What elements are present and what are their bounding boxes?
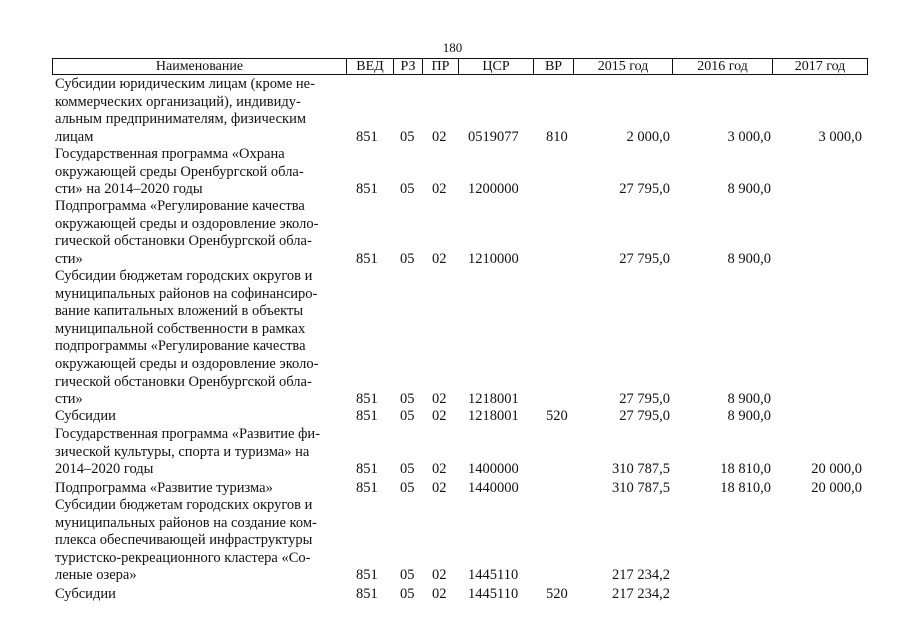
row-name-line: гической обстановки Оренбургской обла-	[55, 233, 312, 250]
cell-vr: 520	[546, 586, 568, 602]
cell-pr: 02	[432, 408, 447, 424]
row-name-line: сти»	[55, 250, 83, 267]
header-2016: 2016 год	[673, 59, 773, 75]
cell-ved: 851	[356, 586, 378, 602]
cell-pr: 02	[432, 391, 447, 408]
row-name-line: сти»	[55, 391, 83, 408]
row-name	[55, 497, 345, 585]
table-row	[0, 408, 905, 426]
cell-2015: 27 795,0	[619, 391, 670, 408]
cell-2015: 310 787,5	[612, 461, 670, 478]
cell-2016: 18 810,0	[720, 480, 771, 496]
row-name-line: муниципальной собственности в рамках	[55, 320, 306, 337]
cell-2016: 18 810,0	[720, 461, 771, 478]
cell-2015: 27 795,0	[619, 181, 670, 198]
header-csr: ЦСР	[459, 59, 534, 75]
row-name-line: Субсидии	[55, 408, 116, 424]
cell-2017: 20 000,0	[811, 480, 862, 496]
cell-pr: 02	[432, 567, 447, 584]
row-name	[55, 146, 345, 199]
row-name-line: 2014–2020 годы	[55, 461, 154, 478]
cell-csr: 1440000	[468, 480, 519, 496]
table-row	[0, 76, 905, 146]
table-row	[0, 146, 905, 199]
cell-ved: 851	[356, 250, 378, 267]
cell-vr: 810	[546, 128, 568, 145]
row-name-line: Государственная программа «Охрана	[55, 146, 285, 162]
cell-2015: 310 787,5	[612, 480, 670, 496]
table-row	[0, 268, 905, 409]
cell-rz: 05	[400, 586, 415, 602]
cell-csr: 0519077	[468, 128, 519, 145]
row-name-line: подпрограммы «Регулирование качества	[55, 338, 306, 355]
cell-pr: 02	[432, 128, 447, 145]
cell-pr: 02	[432, 461, 447, 478]
row-name	[55, 586, 345, 604]
table-header	[52, 58, 868, 75]
row-name	[55, 426, 345, 479]
header-2017: 2017 год	[773, 59, 868, 75]
table-row	[0, 198, 905, 268]
row-name-line: Субсидии	[55, 586, 116, 602]
row-name-line: Субсидии бюджетам городских округов и	[55, 497, 313, 513]
cell-rz: 05	[400, 461, 415, 478]
row-name	[55, 480, 345, 498]
table-row	[0, 497, 905, 585]
table-row	[0, 426, 905, 479]
cell-pr: 02	[432, 181, 447, 198]
header-2015: 2015 год	[574, 59, 673, 75]
row-name-line: Субсидии бюджетам городских округов и	[55, 268, 313, 284]
row-name-line: Подпрограмма «Регулирование качества	[55, 198, 305, 214]
header-rz: РЗ	[394, 59, 423, 75]
row-name-line: туристско-рекреационного кластера «Со-	[55, 549, 311, 566]
cell-rz: 05	[400, 480, 415, 496]
header-name: Наименование	[53, 59, 347, 75]
cell-2015: 27 795,0	[619, 408, 670, 424]
cell-2016: 8 900,0	[727, 391, 771, 408]
cell-pr: 02	[432, 586, 447, 602]
cell-vr: 520	[546, 408, 568, 424]
cell-ved: 851	[356, 391, 378, 408]
cell-ved: 851	[356, 181, 378, 198]
header-pr: ПР	[423, 59, 459, 75]
cell-ved: 851	[356, 408, 378, 424]
header-ved: ВЕД	[347, 59, 394, 75]
row-name-line: Государственная программа «Развитие фи-	[55, 426, 321, 442]
row-name-line: муниципальных районов на софинансиро-	[55, 285, 318, 302]
cell-csr: 1218001	[468, 408, 519, 424]
cell-2016: 8 900,0	[727, 250, 771, 267]
cell-csr: 1210000	[468, 250, 519, 267]
cell-rz: 05	[400, 391, 415, 408]
cell-ved: 851	[356, 128, 378, 145]
row-name-line: зической культуры, спорта и туризма» на	[55, 443, 310, 460]
cell-rz: 05	[400, 128, 415, 145]
cell-csr: 1200000	[468, 181, 519, 198]
cell-csr: 1400000	[468, 461, 519, 478]
cell-ved: 851	[356, 480, 378, 496]
page-number: 180	[442, 40, 463, 55]
cell-rz: 05	[400, 408, 415, 424]
table-row	[0, 586, 905, 604]
row-name	[55, 268, 345, 409]
cell-2015: 217 234,2	[612, 586, 670, 602]
row-name-line: окружающей среды и оздоровление эколо-	[55, 215, 319, 232]
row-name-line: муниципальных районов на создание ком-	[55, 514, 317, 531]
row-name	[55, 408, 345, 426]
cell-pr: 02	[432, 480, 447, 496]
cell-rz: 05	[400, 567, 415, 584]
row-name-line: леные озера»	[55, 567, 137, 584]
row-name-line: гической обстановки Оренбургской обла-	[55, 373, 312, 390]
row-name-line: окружающей среды Оренбургской обла-	[55, 163, 304, 180]
row-name-line: альным предпринимателям, физическим	[55, 111, 307, 128]
cell-2016: 3 000,0	[727, 128, 771, 145]
row-name	[55, 76, 345, 146]
row-name-line: Субсидии юридическим лицам (кроме не-	[55, 76, 315, 92]
cell-ved: 851	[356, 461, 378, 478]
cell-rz: 05	[400, 250, 415, 267]
cell-csr: 1445110	[468, 567, 519, 584]
cell-2015: 2 000,0	[626, 128, 670, 145]
row-name-line: лицам	[55, 128, 94, 145]
cell-2017: 3 000,0	[818, 128, 862, 145]
row-name-line: вание капитальных вложений в объекты	[55, 303, 304, 320]
row-name-line: коммерческих организаций), индивиду-	[55, 93, 301, 110]
cell-2017: 20 000,0	[811, 461, 862, 478]
table-row	[0, 480, 905, 498]
row-name-line: сти» на 2014–2020 годы	[55, 181, 203, 198]
cell-csr: 1218001	[468, 391, 519, 408]
cell-pr: 02	[432, 250, 447, 267]
row-name-line: плекса обеспечивающей инфраструктуры	[55, 532, 313, 549]
cell-2015: 217 234,2	[612, 567, 670, 584]
cell-rz: 05	[400, 181, 415, 198]
cell-2015: 27 795,0	[619, 250, 670, 267]
cell-csr: 1445110	[468, 586, 519, 602]
cell-ved: 851	[356, 567, 378, 584]
cell-2016: 8 900,0	[727, 408, 771, 424]
row-name	[55, 198, 345, 268]
header-vr: ВР	[534, 59, 574, 75]
row-name-line: окружающей среды и оздоровление эколо-	[55, 355, 319, 372]
cell-2016: 8 900,0	[727, 181, 771, 198]
row-name-line: Подпрограмма «Развитие туризма»	[55, 480, 273, 496]
